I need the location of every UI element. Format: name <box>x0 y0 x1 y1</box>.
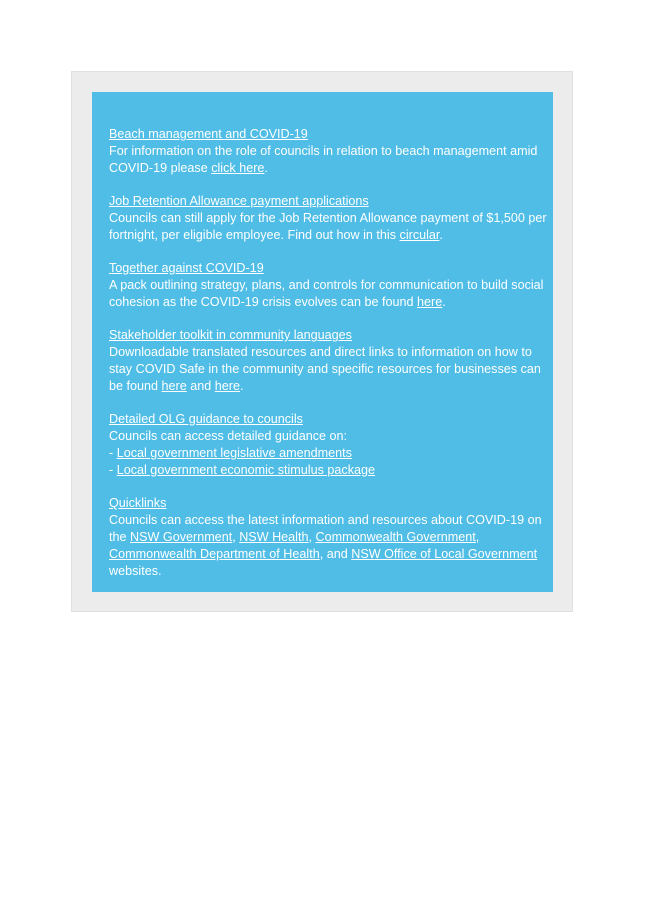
and-text: and <box>186 379 215 393</box>
period: . <box>439 228 443 242</box>
beach-management-heading-link[interactable]: Beach management and COVID-19 <box>109 127 308 141</box>
olg-guidance-heading-link[interactable]: Detailed OLG guidance to councils <box>109 412 303 426</box>
job-retention-text: Councils can still apply for the Job Retention Allowance payment of $1,500 per <box>109 211 547 225</box>
olg-guidance-text: Councils can access detailed guidance on: <box>109 429 348 443</box>
stakeholder-text-3: be found <box>109 379 162 393</box>
section-beach-management <box>109 126 553 177</box>
covid-info-panel <box>92 92 553 592</box>
together-here-link[interactable]: here <box>417 295 443 309</box>
quicklinks-text: Councils can access the latest information and resources about COVID-19 on <box>109 513 542 527</box>
legislative-amendments-link[interactable]: Local government legislative amendments <box>116 446 352 460</box>
period: . <box>239 379 244 393</box>
separator: , <box>232 530 240 544</box>
beach-click-here-link[interactable]: click here <box>211 161 265 175</box>
section-olg-guidance <box>109 411 553 479</box>
stakeholder-toolkit-heading-link[interactable]: Stakeholder toolkit in community languages <box>109 328 352 342</box>
nsw-government-link[interactable]: NSW Government <box>130 530 233 544</box>
stakeholder-here-link-2[interactable]: here <box>214 379 240 393</box>
period: . <box>442 295 446 309</box>
together-text: A pack outlining strategy, plans, and controls for communication to build social <box>109 278 544 292</box>
section-stakeholder-toolkit <box>109 327 553 395</box>
bullet-dash: - <box>109 446 117 460</box>
together-text-2: cohesion as the COVID-19 crisis evolves can be found <box>109 295 418 309</box>
separator: , <box>475 530 480 544</box>
nsw-olg-link[interactable]: NSW Office of Local Government <box>351 547 538 561</box>
nsw-health-link[interactable]: NSW Health <box>239 530 309 544</box>
stakeholder-text-1: Downloadable translated resources and direct links to information on how to <box>109 345 532 359</box>
job-retention-text-2: fortnight, per eligible employee. Find out how in this <box>109 228 400 242</box>
job-retention-heading-link[interactable]: Job Retention Allowance payment applications <box>109 194 369 208</box>
section-together-against-covid <box>109 260 553 311</box>
economic-stimulus-link[interactable]: Local government economic stimulus package <box>116 463 376 477</box>
section-quicklinks <box>109 495 553 580</box>
separator: , and <box>319 547 352 561</box>
section-job-retention <box>109 193 553 244</box>
stakeholder-text-2: stay COVID Safe in the community and specific resources for businesses can <box>109 362 541 376</box>
bullet-dash: - <box>109 463 117 477</box>
separator: , <box>308 530 316 544</box>
commonwealth-health-link[interactable]: Commonwealth Department of Health <box>109 547 320 561</box>
commonwealth-government-link[interactable]: Commonwealth Government <box>315 530 476 544</box>
quicklinks-heading-link[interactable]: Quicklinks <box>109 496 167 510</box>
quicklinks-text-2: the <box>109 530 131 544</box>
period: . <box>264 161 268 175</box>
panel-content <box>109 126 553 592</box>
beach-management-text-2: COVID-19 please <box>109 161 212 175</box>
together-against-covid-heading-link[interactable]: Together against COVID-19 <box>109 261 264 275</box>
websites-text: websites. <box>109 564 162 578</box>
circular-link[interactable]: circular <box>399 228 440 242</box>
stakeholder-here-link-1[interactable]: here <box>161 379 187 393</box>
beach-management-text: For information on the role of councils in relation to beach management amid <box>109 144 538 158</box>
